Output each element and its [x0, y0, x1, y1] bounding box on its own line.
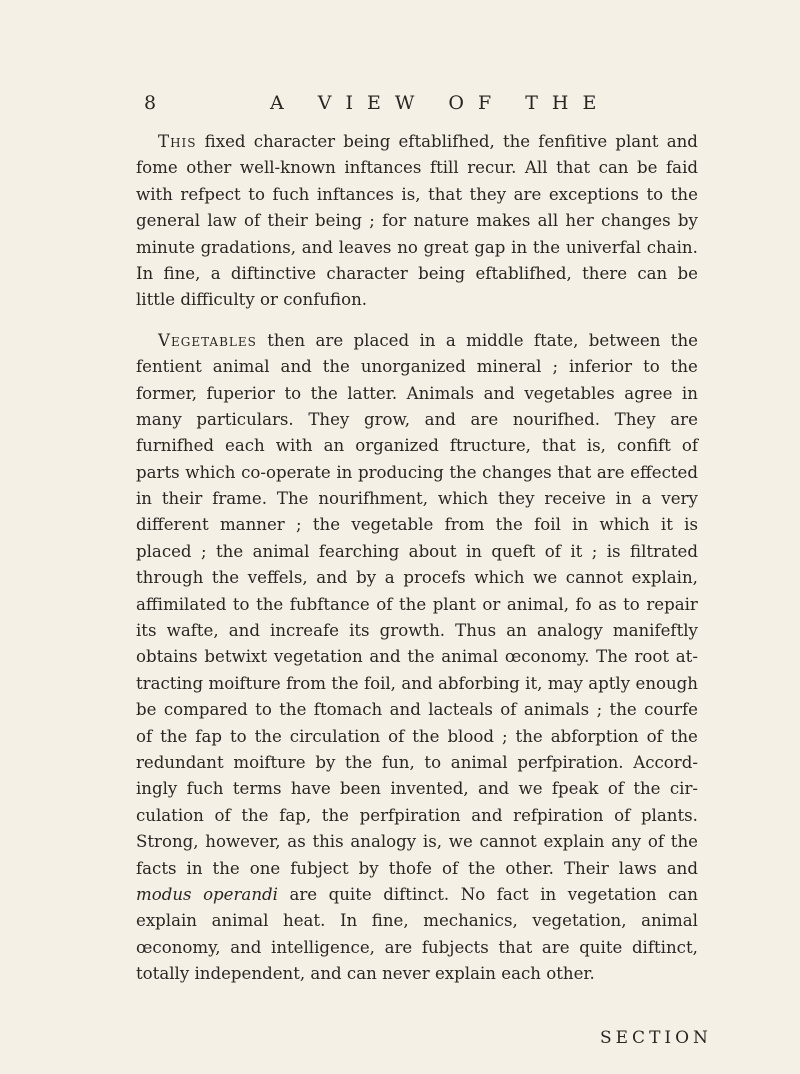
text-line: facts in the one fubject by thofe of the other. Their laws and — [136, 858, 698, 878]
text-line: modus operandi are quite diftinct. No fact in vegetation can — [136, 884, 698, 904]
text-line: be compared to the ftomach and lacteals of animals ; the courfe — [136, 700, 698, 720]
text-line: redundant moifture by the fun, to animal perfpiration. Accord- — [136, 752, 698, 772]
text-line: former, fuperior to the latter. Animals and vegetables agree in — [136, 383, 698, 403]
text-line: fentient animal and the unorganized mineral ; inferior to the — [136, 357, 698, 377]
text-line: with refpect to fuch inftances is, that they are exceptions to the — [136, 184, 698, 204]
text-line: ingly fuch terms have been invented, and we fpeak of the cir- — [136, 779, 698, 799]
text-line: many particulars. They grow, and are nourifhed. They are — [136, 409, 698, 429]
text-line: parts which co-operate in producing the changes that are effected — [136, 462, 698, 482]
text-line: culation of the fap, the perfpiration and refpiration of plants. — [136, 805, 698, 825]
paragraph — [136, 129, 698, 314]
text-line: of the fap to the circulation of the blood ; the abforption of the — [136, 726, 698, 746]
body-text — [136, 129, 698, 988]
text-line: through the veffels, and by a procefs which we cannot explain, — [136, 568, 698, 588]
text-line: fome other well-known inftances ftill recur. All that can be faid — [136, 158, 698, 178]
text-line: furnifhed each with an organized ftructure, that is, confift of — [136, 436, 698, 456]
text-line: This fixed character being eftablifhed, the fenfitive plant and — [158, 132, 698, 151]
paragraph-gap — [136, 314, 698, 328]
text-line: œconomy, and intelligence, are fubjects that are quite diftinct, — [136, 937, 698, 957]
text-line: explain animal heat. In fine, mechanics, vegetation, animal — [136, 911, 698, 931]
text-line: in their frame. The nourifhment, which they receive in a very — [136, 489, 698, 509]
paragraph — [136, 328, 698, 988]
text-line: obtains betwixt vegetation and the animal œconomy. The root at- — [136, 647, 698, 667]
text-line: Strong, however, as this analogy is, we cannot explain any of the — [136, 832, 698, 852]
text-line: placed ; the animal fearching about in queft of it ; is filtrated — [136, 541, 698, 561]
text-line: general law of their being ; for nature makes all her changes by — [136, 211, 698, 231]
catchword: SECTION — [600, 1028, 712, 1048]
text-line: its wafte, and increafe its growth. Thus an analogy manifeftly — [136, 621, 698, 641]
page-header — [140, 92, 660, 122]
running-head: A VIEW OF THE — [270, 92, 611, 114]
text-line: In fine, a diftinctive character being eftablifhed, there can be — [136, 263, 698, 283]
text-line: Vegetables then are placed in a middle ftate, between the — [158, 330, 698, 350]
text-line: tracting moifture from the foil, and abforbing it, may aptly enough — [136, 673, 698, 693]
text-line: affimilated to the fubftance of the plant or animal, fo as to repair — [136, 594, 698, 614]
text-line: totally independent, and can never explain each other. — [136, 964, 595, 984]
text-line: little difficulty or confufion. — [136, 290, 368, 310]
text-line: minute gradations, and leaves no great gap in the univerfal chain. — [136, 237, 698, 257]
text-line: different manner ; the vegetable from the foil in which it is — [136, 515, 698, 535]
page-number: 8 — [144, 92, 157, 114]
